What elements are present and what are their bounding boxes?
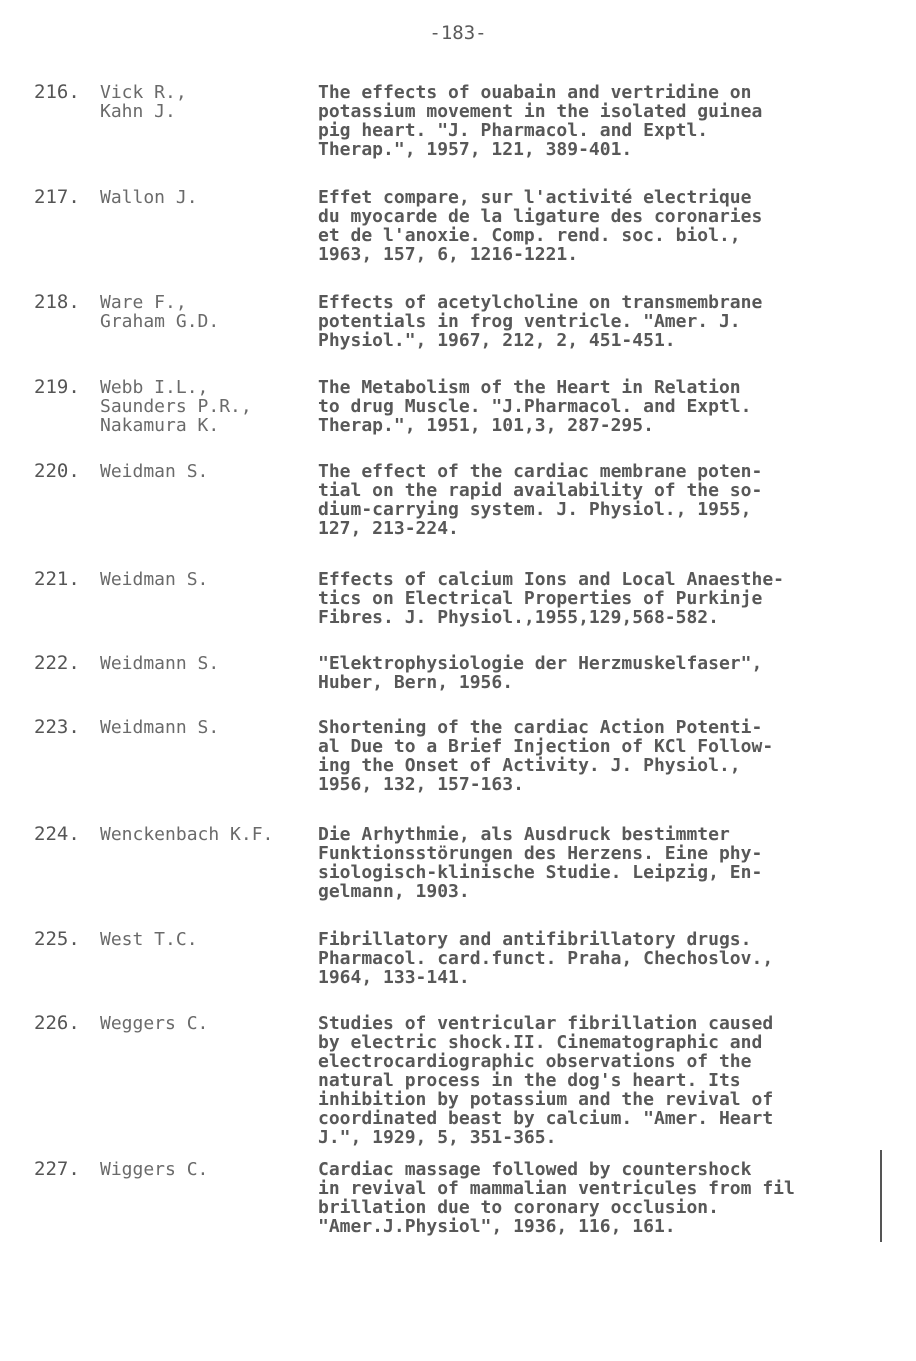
entry-authors: Wenckenbach K.F. (100, 824, 274, 845)
entry-number: 220. (34, 460, 80, 482)
entry-number: 227. (34, 1158, 80, 1180)
entry-number: 225. (34, 928, 80, 950)
entry-number: 223. (34, 716, 80, 738)
entry-number: 226. (34, 1012, 80, 1034)
entry-number: 222. (34, 652, 80, 674)
entry-authors: Webb I.L., Saunders P.R., Nakamura K. (100, 377, 252, 436)
entry-authors: West T.C. (100, 929, 198, 950)
entry-number: 219. (34, 376, 80, 398)
entry-number: 218. (34, 291, 80, 313)
entry-authors: Weidman S. (100, 461, 209, 482)
entry-authors: Ware F., Graham G.D. (100, 292, 220, 332)
entry-reference: The effects of ouabain and vertridine on potassium movement in the isolated guinea pig heart. "J. Pharmacol. and Exptl. Therap.", 1957, 121, 389-401. (318, 82, 763, 160)
entry-reference: Fibrillatory and antifibrillatory drugs. Pharmacol. card.funct. Praha, Chechoslov., 1964, 133-141. (318, 929, 774, 988)
entry-number: 221. (34, 568, 80, 590)
entry-reference: Effects of calcium Ions and Local Anaesthe- tics on Electrical Properties of Purkinje Fibres. J. Physiol.,1955,129,568-582. (318, 569, 784, 628)
entry-number: 217. (34, 186, 80, 208)
page-number: -183- (429, 22, 487, 44)
entry-authors: Weidmann S. (100, 717, 220, 738)
entry-reference: Effet compare, sur l'activité electrique du myocarde de la ligature des coronaries et de l'anoxie. Comp. rend. soc. biol., 1963, 157, 6, 1216-1221. (318, 187, 763, 265)
entry-authors: Wallon J. (100, 187, 198, 208)
entry-reference: Die Arhythmie, als Ausdruck bestimmter Funktionsstörungen des Herzens. Eine phy- siologisch-klinische Studie. Leipzig, En- gelmann, 1903. (318, 824, 763, 902)
entry-number: 224. (34, 823, 80, 845)
entry-authors: Wiggers C. (100, 1159, 209, 1180)
entry-number: 216. (34, 81, 80, 103)
margin-rule (880, 1150, 882, 1242)
entry-reference: Shortening of the cardiac Action Potenti- al Due to a Brief Injection of KCl Follow- ing the Onset of Activity. J. Physiol., 1956, 132, 157-163. (318, 717, 774, 795)
entry-authors: Vick R., Kahn J. (100, 82, 187, 122)
entry-reference: "Elektrophysiologie der Herzmuskelfaser", Huber, Bern, 1956. (318, 653, 763, 693)
entry-reference: The Metabolism of the Heart in Relation to drug Muscle. "J.Pharmacol. and Exptl. Therap.", 1951, 101,3, 287-295. (318, 377, 752, 436)
entry-authors: Weggers C. (100, 1013, 209, 1034)
entry-reference: Effects of acetylcholine on transmembrane potentials in frog ventricle. "Amer. J. Physiol.", 1967, 212, 2, 451-451. (318, 292, 763, 351)
entry-authors: Weidman S. (100, 569, 209, 590)
entry-reference: The effect of the cardiac membrane poten- tial on the rapid availability of the so- dium-carrying system. J. Physiol., 1955, 127, 213-224. (318, 461, 763, 539)
entry-reference: Cardiac massage followed by countershock in revival of mammalian ventricules from fil brillation due to coronary occlusion. "Amer.J.Physiol", 1936, 116, 161. (318, 1159, 795, 1237)
entry-authors: Weidmann S. (100, 653, 220, 674)
entry-reference: Studies of ventricular fibrillation caused by electric shock.II. Cinematographic and electrocardiographic observations of the natural process in the dog's heart. Its inhibition by potassium and the revival of coordinated beast by calcium. "Amer. Heart J.", 1929, 5, 351-365. (318, 1013, 774, 1148)
